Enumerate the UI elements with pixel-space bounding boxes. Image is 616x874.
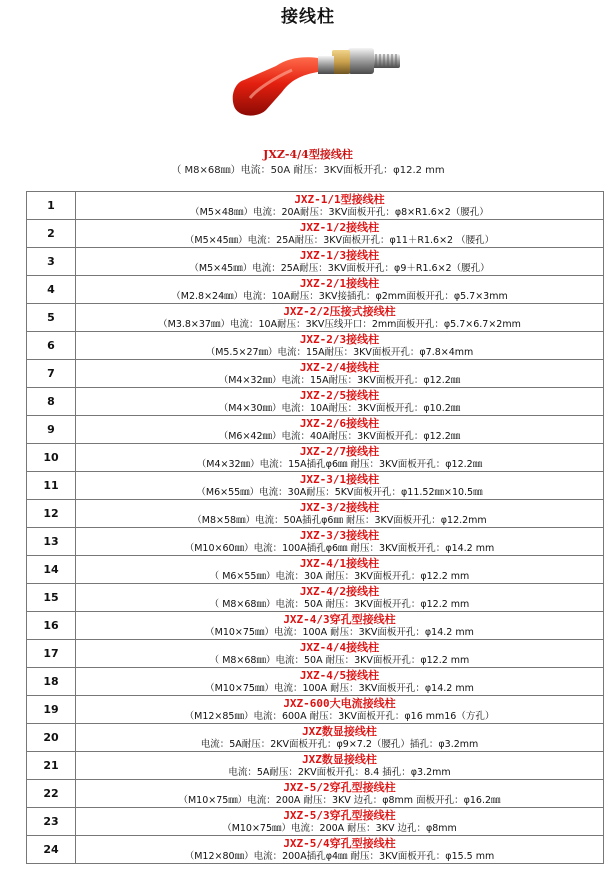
table-row xyxy=(27,388,604,416)
row-description xyxy=(76,304,604,332)
row-number: 3 xyxy=(27,248,76,276)
page-title: 接线柱 xyxy=(281,7,335,27)
spec-table xyxy=(26,191,604,864)
row-number: 12 xyxy=(27,500,76,528)
row-model: JXZ-1/1型接线柱 xyxy=(294,192,385,206)
table-row xyxy=(27,556,604,584)
row-description xyxy=(76,192,604,220)
row-description xyxy=(76,696,604,724)
row-model: JXZ-3/3接线柱 xyxy=(299,528,380,542)
table-row xyxy=(27,500,604,528)
row-model: JXZ-4/1接线柱 xyxy=(299,556,380,570)
row-description xyxy=(76,668,604,696)
row-model: JXZ-4/2接线柱 xyxy=(299,584,380,598)
table-row xyxy=(27,192,604,220)
hero-model: JXZ-4/4型接线柱 xyxy=(263,148,353,161)
row-number: 18 xyxy=(27,668,76,696)
row-spec: （M5×48㎜）电流：20A耐压：3KV面板开孔：φ8×R1.6×2（腰孔） xyxy=(190,206,489,218)
table-row xyxy=(27,444,604,472)
row-spec: 电流：5A耐压：2KV面板开孔：8.4 插孔：φ3.2mm xyxy=(228,766,451,778)
row-spec: （M10×75㎜）电流：100A 耐压：3KV面板开孔：φ14.2 mm xyxy=(205,626,474,638)
row-spec: （M6×55㎜）电流：30A耐压：5KV面板开孔：φ11.52㎜×10.5㎜ xyxy=(196,486,483,498)
row-spec: （M10×75㎜）电流：200A 耐压：3KV 边孔：φ8mm 面板开孔：φ16.2㎜ xyxy=(178,794,501,806)
row-model: JXZ-2/6接线柱 xyxy=(299,416,380,430)
row-model: JXZ-2/3接线柱 xyxy=(299,332,380,346)
row-number: 1 xyxy=(27,192,76,220)
row-model: JXZ-3/1接线柱 xyxy=(299,472,380,486)
row-number: 21 xyxy=(27,752,76,780)
table-row xyxy=(27,248,604,276)
row-model: JXZ数显接线柱 xyxy=(302,752,377,766)
table-row xyxy=(27,332,604,360)
row-number: 11 xyxy=(27,472,76,500)
row-model: JXZ数显接线柱 xyxy=(302,724,377,738)
row-number: 9 xyxy=(27,416,76,444)
row-description xyxy=(76,416,604,444)
row-spec: （M12×80㎜）电流：200A插孔φ4㎜ 耐压：3KV面板开孔：φ15.5 mm xyxy=(184,850,495,862)
row-model: JXZ-4/4接线柱 xyxy=(299,640,380,654)
table-row xyxy=(27,584,604,612)
row-number: 19 xyxy=(27,696,76,724)
row-model: JXZ-2/4接线柱 xyxy=(299,360,380,374)
row-description xyxy=(76,528,604,556)
table-row xyxy=(27,696,604,724)
row-spec: （ M8×68㎜）电流：50A 耐压：3KV面板开孔：φ12.2 mm xyxy=(209,598,470,610)
row-spec: （M10×60㎜）电流：100A插孔φ6㎜ 耐压：3KV面板开孔：φ14.2 mm xyxy=(184,542,495,554)
row-description xyxy=(76,556,604,584)
row-number: 6 xyxy=(27,332,76,360)
row-number: 13 xyxy=(27,528,76,556)
row-spec: （ M8×68㎜）电流：50A 耐压：3KV面板开孔：φ12.2 mm xyxy=(209,654,470,666)
table-row xyxy=(27,220,604,248)
row-model: JXZ-2/7接线柱 xyxy=(299,444,380,458)
row-spec: （M10×75㎜）电流：100A 耐压：3KV面板开孔：φ14.2 mm xyxy=(205,682,474,694)
row-spec: （M5×45㎜）电流：25A耐压：3KV面板开孔：φ9＋R1.6×2（腰孔） xyxy=(189,262,490,274)
hero-spec: （ M8×68㎜）电流：50A 耐压：3KV面板开孔：φ12.2 mm xyxy=(171,165,445,176)
row-description xyxy=(76,780,604,808)
row-description xyxy=(76,360,604,388)
row-model: JXZ-2/2压接式接线柱 xyxy=(283,304,396,318)
row-spec: （M2.8×24㎜）电流：10A耐压：3KV接插孔：φ2mm面板开孔：φ5.7×3mm xyxy=(171,290,508,302)
row-spec: （M3.8×37㎜）电流：10A耐压：3KV压线开口：2mm面板开孔：φ5.7×6.7×2mm xyxy=(158,318,521,330)
row-number: 10 xyxy=(27,444,76,472)
table-row xyxy=(27,304,604,332)
row-number: 15 xyxy=(27,584,76,612)
row-model: JXZ-600大电流接线柱 xyxy=(283,696,396,710)
row-number: 17 xyxy=(27,640,76,668)
row-description xyxy=(76,444,604,472)
row-description xyxy=(76,276,604,304)
row-description xyxy=(76,724,604,752)
table-row xyxy=(27,360,604,388)
row-number: 24 xyxy=(27,836,76,864)
row-spec: （M8×58㎜）电流：50A插孔φ6㎜ 耐压：3KV面板开孔：φ12.2mm xyxy=(192,514,487,526)
row-model: JXZ-1/3接线柱 xyxy=(299,248,380,262)
table-row xyxy=(27,668,604,696)
row-model: JXZ-1/2接线柱 xyxy=(299,220,380,234)
table-row xyxy=(27,752,604,780)
row-number: 4 xyxy=(27,276,76,304)
row-description xyxy=(76,836,604,864)
row-description xyxy=(76,388,604,416)
row-model: JXZ-5/2穿孔型接线柱 xyxy=(283,780,396,794)
row-description xyxy=(76,612,604,640)
row-number: 22 xyxy=(27,780,76,808)
row-model: JXZ-2/5接线柱 xyxy=(299,388,380,402)
row-spec: （M5.5×27㎜）电流：15A耐压：3KV面板开孔：φ7.8×4mm xyxy=(205,346,474,358)
row-spec: 电流：5A耐压：2KV面板开孔：φ9×7.2（腰孔）插孔：φ3.2mm xyxy=(200,738,479,750)
row-spec: （M10×75㎜）电流：200A 耐压：3KV 边孔：φ8mm xyxy=(222,822,457,834)
table-row xyxy=(27,612,604,640)
row-description xyxy=(76,808,604,836)
row-model: JXZ-2/1接线柱 xyxy=(299,276,380,290)
table-row xyxy=(27,724,604,752)
row-spec: （M4×30㎜）电流：10A耐压：3KV面板开孔：φ10.2㎜ xyxy=(218,402,461,414)
row-spec: （M12×85㎜）电流：600A 耐压：3KV面板开孔：φ16 mm16（方孔） xyxy=(184,710,495,722)
row-description xyxy=(76,220,604,248)
table-row xyxy=(27,836,604,864)
row-number: 2 xyxy=(27,220,76,248)
row-model: JXZ-4/5接线柱 xyxy=(299,668,380,682)
row-number: 14 xyxy=(27,556,76,584)
row-spec: （ M6×55㎜）电流：30A 耐压：3KV面板开孔：φ12.2 mm xyxy=(209,570,470,582)
row-model: JXZ-5/3穿孔型接线柱 xyxy=(283,808,396,822)
row-spec: （M4×32㎜）电流：15A插孔φ6㎜ 耐压：3KV面板开孔：φ12.2㎜ xyxy=(196,458,483,470)
row-description xyxy=(76,500,604,528)
table-row xyxy=(27,640,604,668)
row-model: JXZ-3/2接线柱 xyxy=(299,500,380,514)
row-model: JXZ-5/4穿孔型接线柱 xyxy=(283,836,396,850)
row-description xyxy=(76,584,604,612)
table-row xyxy=(27,276,604,304)
table-row xyxy=(27,416,604,444)
table-row xyxy=(27,528,604,556)
row-description xyxy=(76,752,604,780)
row-description xyxy=(76,640,604,668)
row-number: 16 xyxy=(27,612,76,640)
row-spec: （M5×45㎜）电流：25A耐压：3KV面板开孔：φ11＋R1.6×2 （腰孔） xyxy=(184,234,495,246)
row-number: 7 xyxy=(27,360,76,388)
row-description xyxy=(76,248,604,276)
table-row xyxy=(27,780,604,808)
terminal-post-photo xyxy=(222,28,412,128)
row-number: 23 xyxy=(27,808,76,836)
table-row xyxy=(27,808,604,836)
row-description xyxy=(76,472,604,500)
row-description xyxy=(76,332,604,360)
row-number: 8 xyxy=(27,388,76,416)
row-model: JXZ-4/3穿孔型接线柱 xyxy=(283,612,396,626)
row-spec: （M4×32㎜）电流：15A耐压：3KV面板开孔：φ12.2㎜ xyxy=(218,374,461,386)
row-number: 20 xyxy=(27,724,76,752)
row-number: 5 xyxy=(27,304,76,332)
row-spec: （M6×42㎜）电流：40A耐压：3KV面板开孔：φ12.2㎜ xyxy=(218,430,461,442)
table-row xyxy=(27,472,604,500)
